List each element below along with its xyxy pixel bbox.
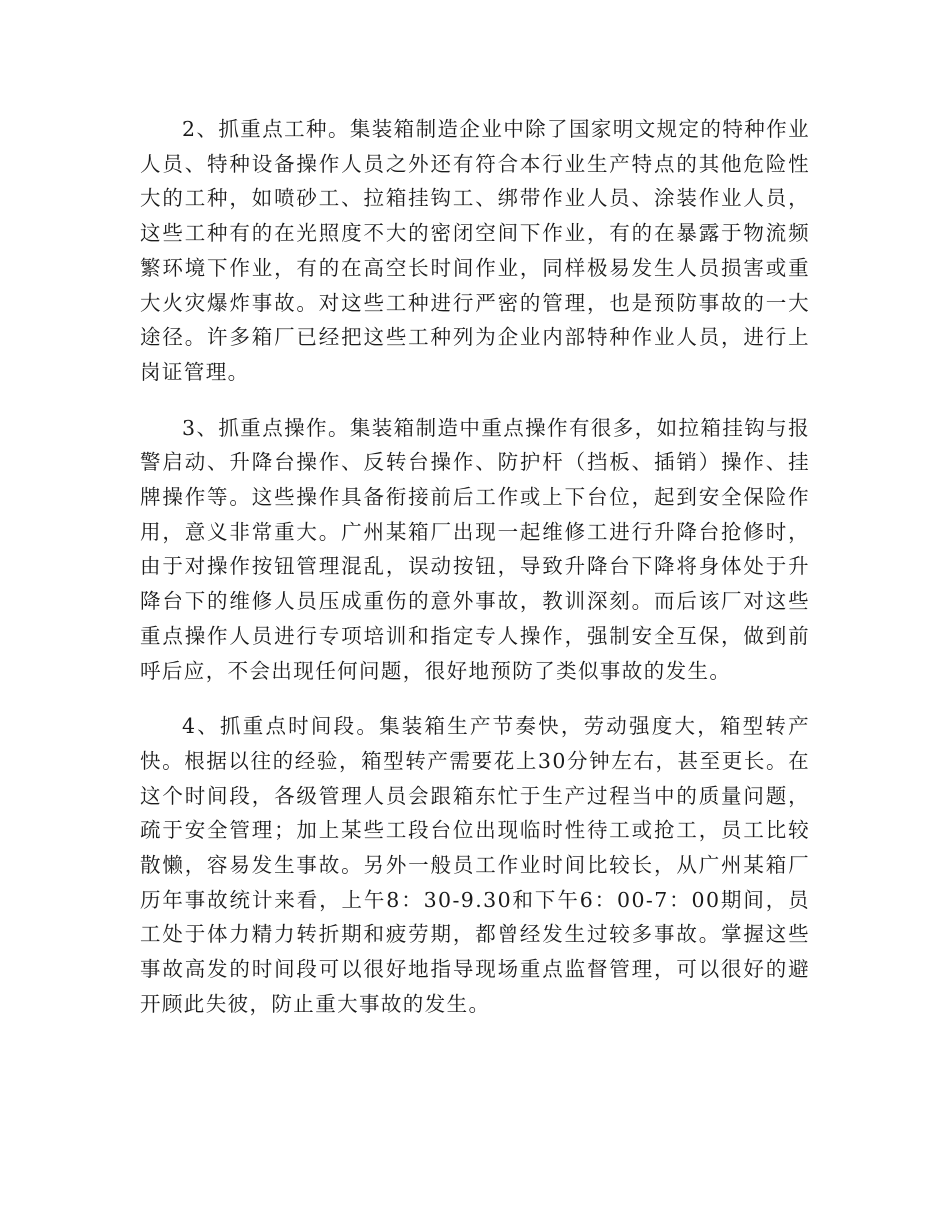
paragraph-key-work-types: 2、抓重点工种。集装箱制造企业中除了国家明文规定的特种作业人员、特种设备操作人员之外还有符合本行业生产特点的其他危险性大的工种，如喷砂工、拉箱挂钩工、绑带作业人员、涂装作业人员，这些工种有的在光照度不大的密闭空间下作业，有的在暴露于物流频繁环境下作业，有的在高空长时间作业，同样极易发生人员损害或重大火灾爆炸事故。对这些工种进行严密的管理，也是预防事故的一大途径。许多箱厂已经把这些工种列为企业内部特种作业人员，进行上岗证管理。	[140, 117, 810, 384]
paragraph-key-time-periods: 4、抓重点时间段。集装箱生产节奏快，劳动强度大，箱型转产快。根据以往的经验，箱型转产需要花上30分钟左右，甚至更长。在这个时间段，各级管理人员会跟箱东忙于生产过程当中的质量问题，疏于安全管理；加上某些工段台位出现临时性待工或抢工，员工比较散懒，容易发生事故。另外一般员工作业时间比较长，从广州某箱厂历年事故统计来看，上午8：30-9.30和下午6：00-7：00期间，员工处于体力精力转折期和疲劳期，都曾经发生过较多事故。掌握这些事故高发的时间段可以很好地指导现场重点监督管理，可以很好的避开顾此失彼，防止重大事故的发生。	[140, 714, 810, 1016]
paragraph-key-operations: 3、抓重点操作。集装箱制造中重点操作有很多，如拉箱挂钩与报警启动、升降台操作、反转台操作、防护杆（挡板、插销）操作、挂牌操作等。这些操作具备衔接前后工作或上下台位，起到安全保险作用，意义非常重大。广州某箱厂出现一起维修工进行升降台抢修时，由于对操作按钮管理混乱，误动按钮，导致升降台下降将身体处于升降台下的维修人员压成重伤的意外事故，教训深刻。而后该厂对这些重点操作人员进行专项培训和指定专人操作，强制安全互保，做到前呼后应，不会出现任何问题，很好地预防了类似事故的发生。	[140, 415, 810, 683]
